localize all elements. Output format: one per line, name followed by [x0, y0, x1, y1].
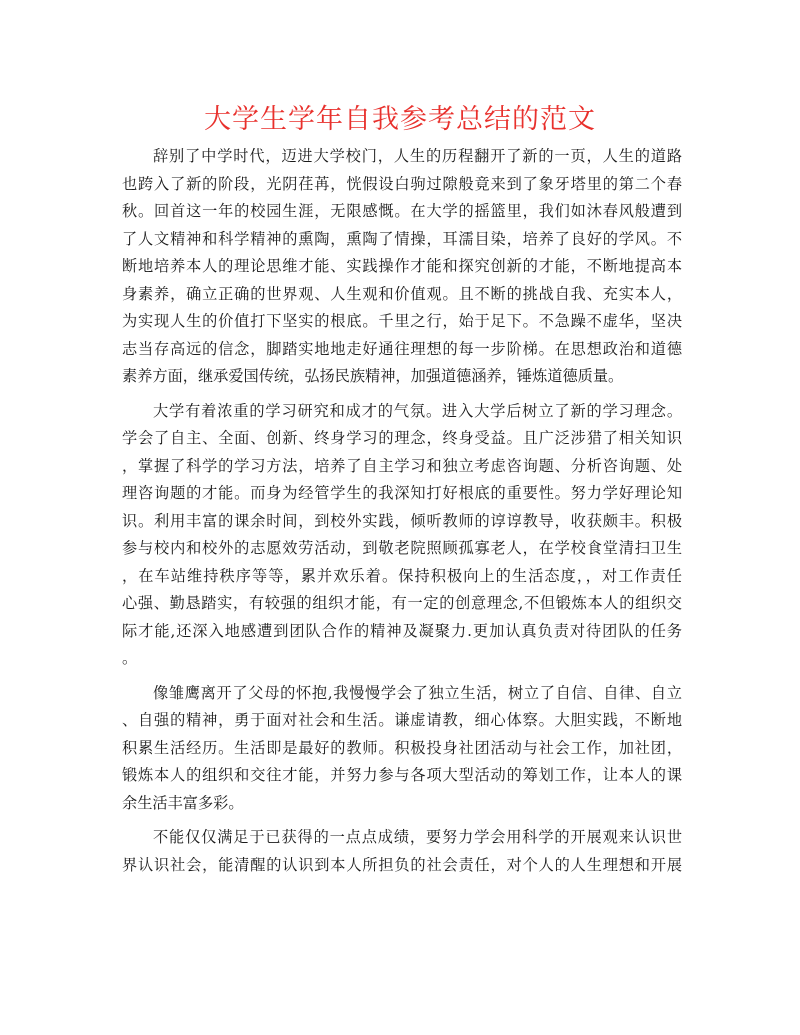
- paragraph-line: 。: [122, 649, 138, 667]
- paragraph-line: 秋。回首这一年的校园生涯，无限感慨。在大学的摇篮里，我们如沐春风般遭到: [122, 202, 682, 220]
- paragraph-line: 大学有着浓重的学习研究和成才的气氛。进入大学后树立了新的学习理念。: [153, 401, 682, 420]
- document-body: [122, 143, 682, 886]
- paragraph: [122, 143, 682, 391]
- paragraph: [122, 398, 682, 673]
- document-title: 大学生学年自我参考总结的范文: [204, 104, 596, 135]
- paragraph-line: 参与校内和校外的志愿效劳活动，到敬老院照顾孤寡老人，在学校食堂清扫卫生: [122, 539, 682, 557]
- paragraph-line: 不能仅仅满足于已获得的一点点成绩，要努力学会用科学的开展观来认识世: [153, 828, 682, 846]
- paragraph-line: 断地培养本人的理论思维才能、实践操作才能和探究创新的才能，不断地提高本: [122, 257, 682, 275]
- paragraph-line: 心强、勤恳踏实，有较强的组织才能，有一定的创意理念,不但锻炼本人的组织交: [122, 594, 682, 612]
- paragraph-line: 界认识社会，能清醒的认识到本人所担负的社会责任，对个人的人生理想和开展: [122, 855, 682, 874]
- paragraph: [122, 680, 682, 818]
- paragraph-line: 余生活丰富多彩。: [122, 793, 244, 812]
- paragraph-line: 像雏鹰离开了父母的怀抱,我慢慢学会了独立生活，树立了自信、自律、自立: [153, 683, 682, 702]
- paragraph-line: 、自强的精神，勇于面对社会和生活。谦虚请教，细心体察。大胆实践，不断地: [122, 711, 682, 729]
- paragraph-line: 学会了自主、全面、创新、终身学习的理念，终身受益。且广泛涉猎了相关知识: [122, 429, 682, 447]
- paragraph-line: 辞别了中学时代，迈进大学校门，人生的历程翻开了新的一页，人生的道路: [153, 147, 682, 165]
- paragraph-line: 理咨询题的才能。而身为经管学生的我深知打好根底的重要性。努力学好理论知: [122, 484, 682, 502]
- paragraph-line: 了人文精神和科学精神的熏陶，熏陶了情操，耳濡目染，培养了良好的学风。不: [122, 229, 682, 248]
- paragraph-line: 志当存高远的信念，脚踏实地地走好通往理想的每一步阶梯。在思想政治和道德: [122, 339, 682, 358]
- paragraph-line: 识。利用丰富的课余时间，到校外实践，倾听教师的谆谆教导，收获颇丰。积极: [122, 511, 682, 530]
- paragraph-line: 身素养，确立正确的世界观、人生观和价值观。且不断的挑战自我、充实本人，: [122, 284, 682, 303]
- paragraph-line: 积累生活经历。生活即是最好的教师。积极投身社团活动与社会工作，加社团，: [122, 738, 682, 757]
- paragraph-line: 素养方面，继承爱国传统，弘扬民族精神，加强道德涵养，锤炼道德质量。: [122, 367, 624, 385]
- paragraph-line: 锻炼本人的组织和交往才能，并努力参与各项大型活动的筹划工作，让本人的课: [122, 766, 682, 784]
- paragraph-line: 为实现人生的价值打下坚实的根底。千里之行，始于足下。不急躁不虚华，坚决: [122, 312, 682, 330]
- paragraph: [122, 824, 682, 879]
- paragraph-line: 也跨入了新的阶段，光阴荏苒，恍假设白驹过隙般竟来到了象牙塔里的第二个春: [122, 174, 682, 193]
- paragraph-line: ，掌握了科学的学习方法，培养了自主学习和独立考虑咨询题、分析咨询题、处: [122, 456, 682, 475]
- paragraph-line: 际才能,还深入地感遭到团队合作的精神及凝聚力.更加认真负责对待团队的任务: [122, 621, 682, 640]
- paragraph-line: ，在车站维持秩序等等，累并欢乐着。保持积极向上的生活态度，，对工作责任: [122, 566, 682, 585]
